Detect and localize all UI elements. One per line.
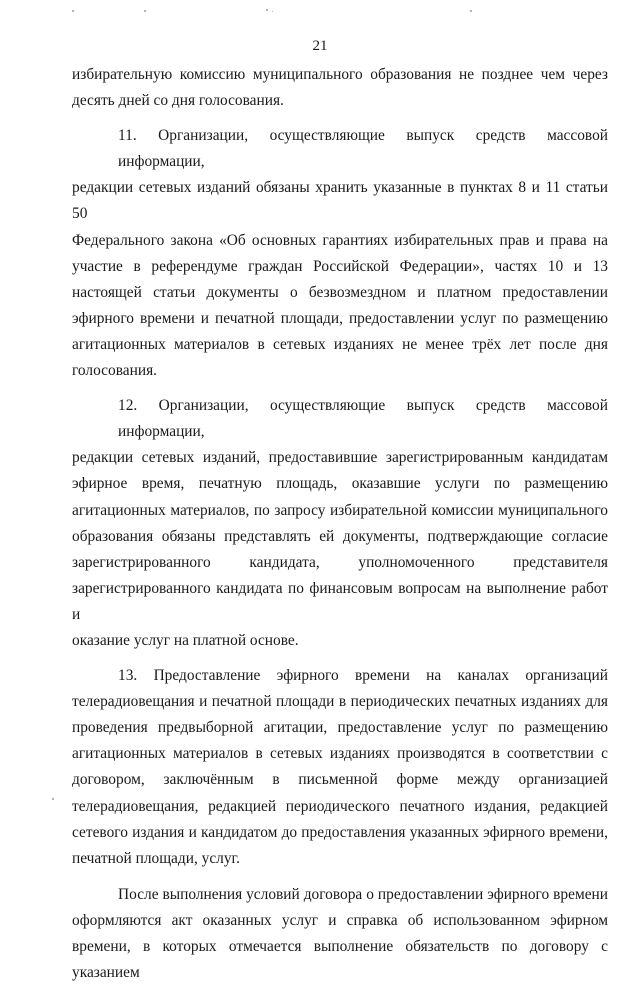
text-line: сетевого издания и кандидатом до предоставления указанных эфирного времени, bbox=[72, 823, 608, 841]
paragraph-continuation bbox=[72, 62, 608, 114]
text-line: Федерального закона «Об основных гарантиях избирательных прав и права на bbox=[72, 231, 608, 249]
scan-speck bbox=[144, 10, 146, 12]
paragraph-item-12 bbox=[72, 393, 608, 654]
text-line: оформляются акт оказанных услуг и справка об использованном эфирном bbox=[72, 911, 608, 929]
text-line: договором, заключённым в письменной форме между организацией bbox=[72, 771, 608, 789]
scan-speck bbox=[470, 10, 472, 12]
text-line: проведения предвыборной агитации, предоставление услуг по размещению bbox=[72, 719, 608, 737]
text-line: зарегистрированного кандидата по финансовым вопросам на выполнение работ и bbox=[72, 579, 608, 623]
paragraph-item-11 bbox=[72, 123, 608, 384]
text-line: телерадиовещания и печатной площади в периодических печатных изданиях для bbox=[72, 693, 608, 711]
text-line: агитационных материалов, по запросу избирательной комиссии муниципального bbox=[72, 501, 608, 519]
paragraph-item-13 bbox=[72, 663, 608, 872]
text-line: голосования. bbox=[72, 362, 158, 380]
text-line: настоящей статьи документы о безвозмездном и платном предоставлении bbox=[72, 283, 608, 301]
page-number: 21 bbox=[312, 38, 328, 54]
text-line: После выполнения условий договора о предоставлении эфирного времени bbox=[118, 885, 608, 903]
text-line: телерадиовещания, редакцией периодического печатного издания, редакцией bbox=[72, 797, 608, 815]
paragraph-contract-execution bbox=[72, 882, 608, 986]
text-line: редакции сетевых изданий обязаны хранить указанные в пунктах 8 и 11 статьи 50 bbox=[72, 179, 608, 223]
text-line: эфирное время, печатную площадь, оказавшие услуги по размещению bbox=[72, 475, 608, 493]
text-line: агитационных материалов в сетевых изданиях не менее трёх лет после дня bbox=[72, 335, 608, 353]
scan-speck bbox=[272, 11, 273, 12]
text-line: 11. Организации, осуществляющие выпуск средств массовой информации, bbox=[118, 127, 608, 171]
text-line: десять дней со дня голосования. bbox=[72, 92, 284, 110]
text-line: агитационных материалов в сетевых изданиях производятся в соответствии с bbox=[72, 745, 608, 763]
text-line: образования обязаны представлять ей документы, подтверждающие согласие bbox=[72, 527, 608, 545]
scan-speck bbox=[52, 798, 54, 800]
text-line: оказание услуг на платной основе. bbox=[72, 631, 299, 649]
document-body bbox=[72, 62, 608, 986]
text-line: эфирного времени и печатной площади, предоставлении услуг по размещению bbox=[72, 309, 608, 327]
scan-speck bbox=[266, 9, 268, 11]
text-line: избирательную комиссию муниципального образования не позднее чем через bbox=[72, 66, 608, 83]
scan-speck bbox=[72, 10, 74, 12]
text-line: печатной площади, услуг. bbox=[72, 849, 240, 867]
text-line: зарегистрированного кандидата, уполномоченного представителя bbox=[72, 553, 608, 571]
text-line: времени, в которых отмечается выполнение обязательств по договору с указанием bbox=[72, 938, 608, 982]
text-line: 12. Организации, осуществляющие выпуск средств массовой информации, bbox=[118, 397, 608, 441]
text-line: редакции сетевых изданий, предоставившие зарегистрированным кандидатам bbox=[72, 449, 608, 467]
text-line: 13. Предоставление эфирного времени на каналах организаций bbox=[118, 667, 608, 685]
text-line: участие в референдуме граждан Российской Федерации», частях 10 и 13 bbox=[72, 257, 608, 275]
